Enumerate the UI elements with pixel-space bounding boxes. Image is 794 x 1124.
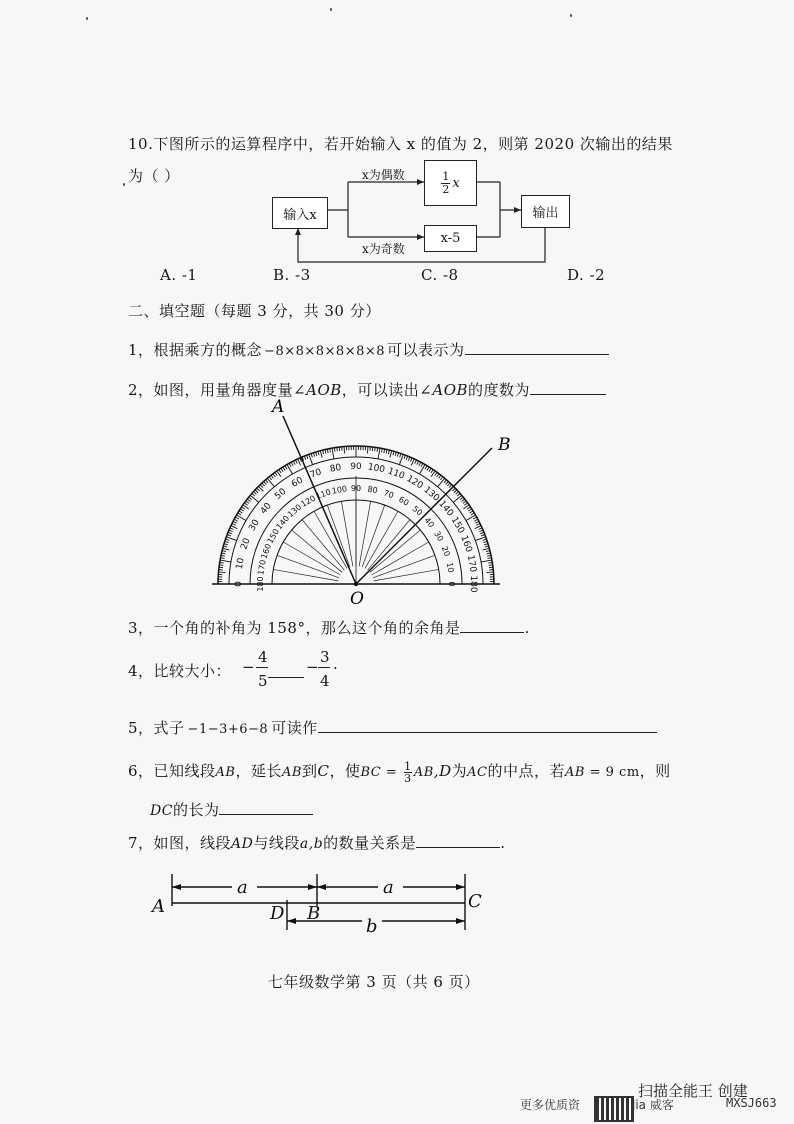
- protractor-outer-label: 110: [386, 466, 406, 482]
- flow-half-var: x: [452, 175, 460, 191]
- protractor-outer-label: 0: [234, 581, 244, 587]
- q4-f2-num: 3: [320, 648, 330, 666]
- q6-ab4: AB: [565, 765, 585, 780]
- section-title: 二、填空题（每题 3 分，共 30 分）: [128, 302, 381, 320]
- flow-output-label: 输出: [532, 206, 559, 221]
- q6-frac-num: 1: [404, 759, 412, 773]
- protractor-inner-label: 10: [444, 561, 456, 574]
- flow-even-label: x为偶数: [362, 168, 405, 182]
- protractor-outer-label: 80: [329, 462, 343, 475]
- q10-option-b: B. -3: [273, 266, 311, 284]
- q7-t1: 7，如图，线段: [128, 834, 232, 852]
- flow-odd-label: x为奇数: [362, 242, 405, 256]
- protractor-inner-label: 120: [299, 493, 318, 510]
- watermark-brand: 扫描全能王 创建: [638, 1082, 748, 1100]
- scan-speck: [86, 17, 88, 20]
- q6-ab3: AB: [413, 765, 434, 780]
- q6-ab1: AB: [215, 765, 236, 780]
- q6-t3: 到: [301, 762, 318, 780]
- q2-text-a: 2，如图，用量角器度量: [128, 381, 294, 399]
- q4-f1-num: 4: [258, 648, 268, 666]
- protractor-inner-label: 130: [285, 502, 304, 520]
- q6-d: ,D: [433, 762, 452, 780]
- q6-val: = 9 cm: [584, 765, 640, 780]
- protractor-outer-label: 120: [404, 474, 425, 492]
- flow-half-num: 1: [442, 169, 450, 183]
- protractor-inner-label: 60: [397, 494, 411, 508]
- protractor-outer-label: 50: [273, 486, 289, 502]
- watermark-right: MXSJ663: [726, 1096, 777, 1110]
- protractor-inner-label: 160: [259, 542, 274, 561]
- label-a: A: [272, 397, 285, 417]
- protractor-inner-label: 50: [410, 504, 425, 518]
- watermark-left: 更多优质资: [520, 1098, 581, 1112]
- q6-ac: AC: [467, 765, 488, 780]
- protractor-inner-label: 70: [382, 488, 395, 501]
- protractor-inner-label: 150: [265, 527, 282, 546]
- q6-ab2: AB: [282, 765, 302, 780]
- protractor-outer-label: 160: [458, 534, 474, 554]
- seg-label-b: b: [366, 916, 378, 937]
- seg-label-a2: a: [383, 877, 394, 898]
- q6-t1: 6，已知线段: [128, 762, 216, 780]
- q10-line2: 为（ ）: [128, 167, 180, 185]
- q7-t2: 与线段: [253, 834, 300, 852]
- q7-end: .: [500, 834, 506, 852]
- q4-f2-sign: −: [306, 658, 319, 676]
- qr-code-icon: [596, 1098, 632, 1120]
- q5-expr: −1−3+6−8: [187, 722, 269, 737]
- flow-half-den: 2: [442, 182, 450, 196]
- q10-option-a: A. -1: [160, 266, 198, 284]
- q6-frac-den: 3: [404, 771, 412, 785]
- protractor-outer-label: 60: [290, 475, 305, 490]
- q6-eq: =: [381, 765, 402, 780]
- flow-input-label: 输入x: [283, 207, 317, 223]
- page-footer: 七年级数学第 3 页（共 6 页）: [268, 973, 480, 991]
- q4-end: .: [333, 655, 338, 673]
- protractor-inner-label: 90: [350, 484, 362, 493]
- q6-c: C: [317, 762, 330, 780]
- q6-bc: BC: [360, 765, 382, 780]
- scan-speck: [570, 14, 572, 17]
- protractor-inner-label: 170: [256, 559, 268, 576]
- scan-speck: [123, 183, 125, 186]
- protractor-outer-label: 140: [436, 498, 455, 519]
- protractor-inner-label: 80: [366, 484, 379, 496]
- protractor-inner-label: 40: [422, 515, 436, 530]
- q6-dc: DC: [150, 803, 173, 819]
- protractor-inner-label: 30: [432, 529, 446, 543]
- q4-prefix: 4，比较大小：: [128, 662, 232, 680]
- protractor-inner-label: 110: [314, 487, 333, 502]
- protractor-outer-label: 10: [234, 557, 247, 571]
- protractor-inner-label: 20: [439, 545, 452, 558]
- q7-t3: 的数量关系是: [323, 834, 417, 852]
- flow-minus-label: x-5: [440, 231, 461, 246]
- q6-t8: 的长为: [172, 801, 220, 819]
- q2-text-b: ，可以读出: [341, 381, 420, 399]
- protractor-inner-label: 180: [256, 576, 265, 592]
- q10-option-d: D. -2: [567, 266, 606, 284]
- seg-point-d: D: [270, 903, 285, 924]
- seg-label-a1: a: [237, 877, 248, 898]
- protractor-outer-label: 170: [464, 554, 478, 574]
- protractor-outer-label: 100: [366, 462, 386, 476]
- q7-ab: a,b: [299, 836, 324, 852]
- label-o: O: [350, 589, 364, 609]
- seg-point-c: C: [468, 891, 482, 912]
- protractor-outer-label: 30: [247, 518, 262, 533]
- protractor-outer-label: 180: [468, 575, 478, 593]
- q5-suffix: 可读作: [271, 719, 318, 737]
- q2-angle2: ∠AOB: [419, 381, 469, 399]
- protractor-inner-label: 100: [331, 484, 348, 496]
- label-b: B: [498, 435, 511, 455]
- q5-prefix: 5，式子: [128, 719, 185, 737]
- seg-point-a: A: [152, 896, 165, 917]
- seg-point-b: B: [307, 903, 321, 924]
- protractor-outer-label: 90: [350, 462, 362, 472]
- q3-end: .: [524, 619, 530, 637]
- q1-suffix: 可以表示为: [387, 341, 465, 359]
- protractor-inner-label: 140: [274, 513, 292, 532]
- q2-text-c: 的度数为: [468, 381, 531, 399]
- q4-f2-den: 4: [320, 672, 330, 690]
- q1-prefix: 1，根据乘方的概念: [128, 341, 263, 359]
- q2-angle1: ∠AOB: [293, 381, 342, 399]
- q3-text: 3，一个角的补角为 158°，那么这个角的余角是: [128, 619, 461, 637]
- protractor-outer-label: 20: [239, 536, 253, 552]
- q7-ad: AD: [231, 836, 254, 852]
- q10-option-c: C. -8: [421, 266, 459, 284]
- q4-f1-den: 5: [258, 672, 268, 690]
- q4-f1-sign: −: [242, 658, 255, 676]
- scan-speck: [330, 8, 332, 11]
- protractor-outer-label: 70: [308, 467, 324, 481]
- q1-expr: −8×8×8×8×8×8: [264, 344, 386, 359]
- q6-t4: ，使: [329, 762, 361, 780]
- watermark-mid: jia 威客: [632, 1098, 674, 1112]
- q6-t7: ，则: [639, 762, 671, 780]
- protractor-outer-label: 150: [448, 515, 466, 536]
- q6-t6: 的中点，若: [487, 762, 566, 780]
- q6-t5: 为: [451, 762, 468, 780]
- q10-line1: 10.下图所示的运算程序中，若开始输入 x 的值为 2，则第 2020 次输出的结果: [128, 135, 673, 153]
- q6-t2: ，延长: [235, 762, 283, 780]
- protractor-outer-label: 130: [421, 485, 442, 504]
- protractor-outer-label: 40: [258, 501, 274, 517]
- protractor-inner-label: 0: [447, 581, 456, 587]
